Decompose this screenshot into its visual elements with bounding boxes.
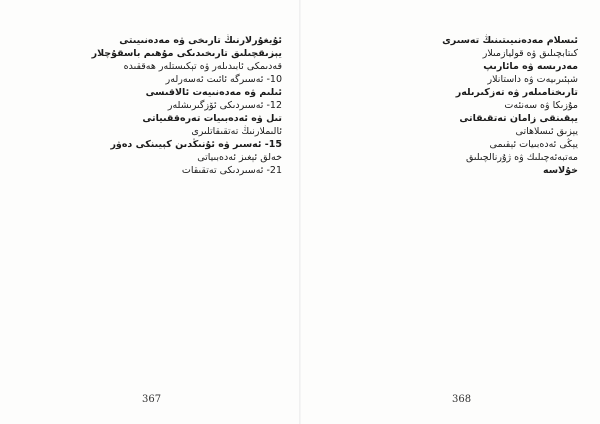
text-line: تىل ۋە ئەدەبىيات تەرەققىياتى xyxy=(142,113,282,124)
text-line: خۇلاسە xyxy=(543,165,578,176)
text-line: شېئىرىيەت ۋە داستانلار xyxy=(487,74,578,85)
text-line: تارىخنامىلەر ۋە تەزكىرىلەر xyxy=(455,87,578,98)
text-line: يېزىق ئىسلاھاتى xyxy=(515,126,578,137)
text-line: قەدىمكى ئابىدىلەر ۋە تېكىستلەر ھەققىدە xyxy=(123,61,282,72)
text-line: ئالىملارنىڭ تەتقىقاتلىرى xyxy=(191,126,282,137)
text-line: مۇزىكا ۋە سەنئەت xyxy=(504,100,578,111)
text-line: 21- ئەسىردىكى تەتقىقات xyxy=(181,165,282,176)
text-line: خەلق ئېغىز ئەدەبىياتى xyxy=(197,152,282,163)
page-number-right: 368 xyxy=(452,394,472,405)
left-page-text xyxy=(28,34,282,177)
page-number-left: 367 xyxy=(142,394,162,405)
left-page xyxy=(28,34,282,384)
text-line: ئىلىم ۋە مەدەنىيەت ئالاقىسى xyxy=(145,87,282,98)
text-line: مەتبەئەچىلىك ۋە ژۇرنالچىلىق xyxy=(465,152,578,163)
text-line: يېڭى ئەدەبىيات ئېقىمى xyxy=(489,139,578,150)
book-gutter xyxy=(299,0,301,424)
right-page-text xyxy=(322,34,578,177)
text-line: ئۇيغۇرلارنىڭ تارىخى ۋە مەدەنىيىتى xyxy=(119,35,282,46)
text-line: ئىسلام مەدەنىيىتىنىڭ تەسىرى xyxy=(442,35,578,46)
text-line: يېزىقچىلىق تارىخىدىكى مۇھىم باسقۇچلار xyxy=(91,48,282,59)
right-page xyxy=(322,34,578,384)
text-line: كىتابچىلىق ۋە قوليازمىلار xyxy=(482,48,578,59)
text-line: 15- ئەسىر ۋە ئۇنىڭدىن كېيىنكى دەۋر xyxy=(110,139,282,150)
text-line: 10- ئەسىرگە ئائىت ئەسەرلەر xyxy=(165,74,282,85)
text-line: 12- ئەسىردىكى ئۆزگىرىشلەر xyxy=(167,100,282,111)
text-line: مەدرىسە ۋە مائارىپ xyxy=(483,61,578,72)
text-line: يېقىنقى زامان تەتقىقاتى xyxy=(459,113,578,124)
